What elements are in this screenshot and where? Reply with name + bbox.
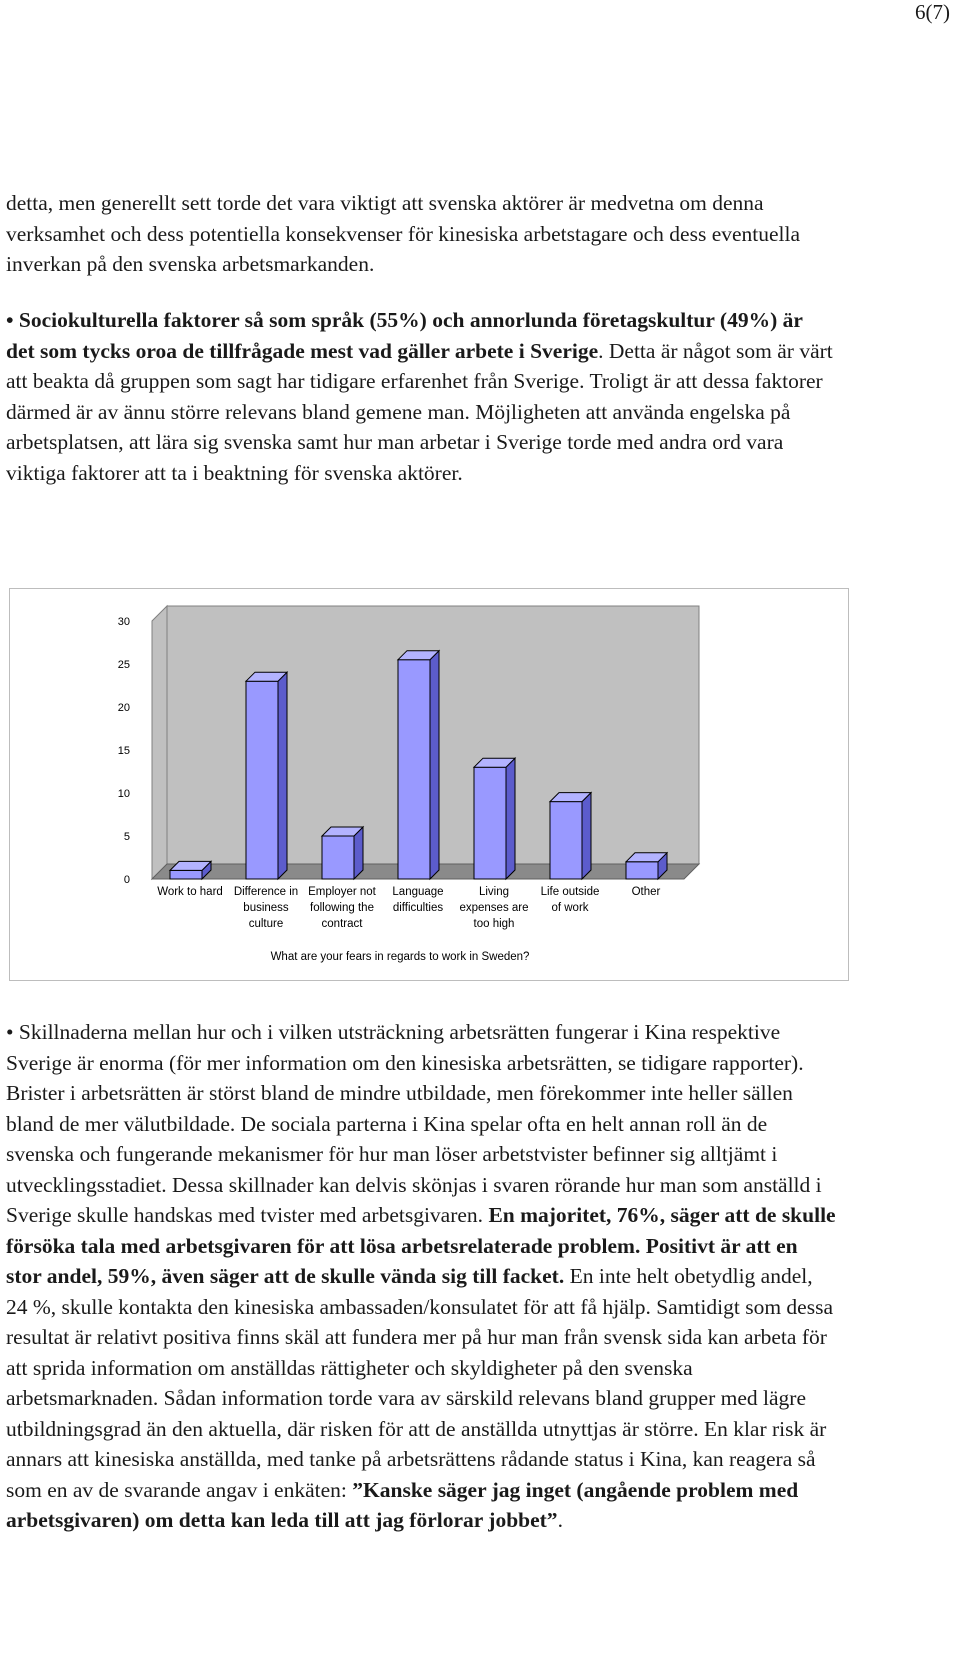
paragraph-3-text-2: En inte helt obetydlig andel, 24 %, skulle kontakta den kinesiska ambassaden/konsulatet för att få hjälp. Samtidigt som dessa resultat är relativt positiva finns skäl att fundera mer på hur man från svensk sida kan arbeta för att sprida information om anställdas rättigheter och skyldigheter på den svenska arbetsmarknaden. Sådan information torde vara av särskild relevans bland grupper med lägre utbildningsgrad än den aktuella, där risken för att de anställda utnyttjas är större. En klar risk är annars att kinesiska anställda, med tanke på arbetsrättens rådande status i Kina, kan reagera så som en av de svarande angav i enkäten:: [6, 1264, 833, 1502]
x-tick-label: too high: [473, 918, 515, 930]
bar-side: [506, 758, 515, 879]
chart-svg: [10, 589, 850, 982]
bar-front: [626, 862, 658, 879]
x-tick-label: Employer not: [308, 886, 376, 898]
y-tick-label: 25: [117, 659, 130, 671]
y-tick-label: 0: [123, 874, 130, 886]
x-tick-label: difficulties: [392, 902, 444, 914]
paragraph-3: [6, 1017, 836, 1536]
x-tick-label: of work: [551, 902, 589, 914]
bar-front: [550, 802, 582, 879]
bullet: •: [6, 308, 14, 332]
paragraph-3-bold-1: En majoritet, 76%, säger att de skulle försöka tala med arbetsgivaren för att lösa arbetsrelaterade problem. Positivt är att en stor andel, 59%, även säger att de skulle vända sig till facket.: [6, 1203, 836, 1288]
y-tick-label: 15: [117, 745, 130, 757]
x-tick-label: Life outside: [540, 886, 600, 898]
bar-side: [582, 793, 591, 879]
paragraph-2-bold: Sociokulturella faktorer så som språk (55%) och annorlunda företagskultur (49%) är det som tycks oroa de tillfrågade mest vad gäller arbete i Sverige: [6, 308, 803, 363]
paragraph-3-end: .: [557, 1508, 563, 1532]
x-tick-label: Difference in: [233, 886, 299, 898]
paragraph-2-text: . Detta är något som är värt att beakta då gruppen som sagt har tidigare erfarenhet från Sverige. Troligt är att dessa faktorer därmed är av ännu större relevans bland gemene man. Möjligheten att använda engelska på arbetsplatsen, att lära sig svenska samt hur man arbetar i Sverige torde med andra ord vara viktiga faktorer att ta i beaktning för svenska aktörer.: [6, 338, 833, 485]
y-tick-label: 30: [117, 616, 130, 628]
bar-front: [170, 870, 202, 879]
paragraph-3-quote: ”Kanske säger jag inget (angående problem med arbetsgivaren) om detta kan leda till att jag förlorar jobbet”: [6, 1477, 799, 1532]
x-axis-title: What are your fears in regards to work in Sweden?: [270, 951, 530, 963]
x-tick-label: contract: [321, 918, 363, 930]
x-tick-label: Language: [392, 886, 444, 898]
x-tick-label: culture: [248, 918, 284, 930]
x-tick-label: business: [243, 902, 289, 914]
paragraph-3-text-1: Skillnaderna mellan hur och i vilken utsträckning arbetsrätten fungerar i Kina respektive Sverige är enorma (för mer information om den kinesiska arbetsrätten, se tidigare rapporter). Brister i arbetsrätten är störst bland de mindre utbildade, men förekommer inte heller sällen bland de mer välutbildade. De sociala parterna i Kina spelar ofta en helt annan roll än de svenska och fungerande mekanismer för hur man löser arbetstvister befinner sig alltjämt i utvecklingsstadiet. Dessa skillnader kan delvis skönjas i svaren rörande hur man som anställd i Sverige skulle handskas med tvister med arbetsgivaren.: [6, 1020, 822, 1227]
bullet: •: [6, 1020, 14, 1044]
y-tick-label: 5: [123, 831, 130, 843]
paragraph-1: detta, men generellt sett torde det vara viktigt att svenska aktörer är medvetna om denna verksamhet och dess potentiella konsekvenser för kinesiska arbetstagare och dess eventuella inverkan på den svenska arbetsmarkanden.: [6, 191, 801, 276]
x-tick-label: Work to hard: [157, 886, 223, 898]
bar-side: [430, 651, 439, 879]
bar-chart: [9, 588, 849, 981]
bar-front: [246, 681, 278, 879]
paragraph-2: [6, 305, 836, 488]
x-tick-label: following the: [310, 902, 374, 914]
y-tick-label: 10: [117, 788, 130, 800]
x-tick-label: Other: [631, 886, 661, 898]
bar-side: [278, 672, 287, 879]
x-tick-label: expenses are: [459, 902, 529, 914]
page-number: 6(7): [915, 0, 950, 24]
chart-side-wall: [152, 606, 167, 879]
y-tick-label: 20: [117, 702, 130, 714]
bar-front: [474, 767, 506, 879]
bar-front: [398, 660, 430, 879]
x-tick-label: Living: [478, 886, 510, 898]
bar-front: [322, 836, 354, 879]
